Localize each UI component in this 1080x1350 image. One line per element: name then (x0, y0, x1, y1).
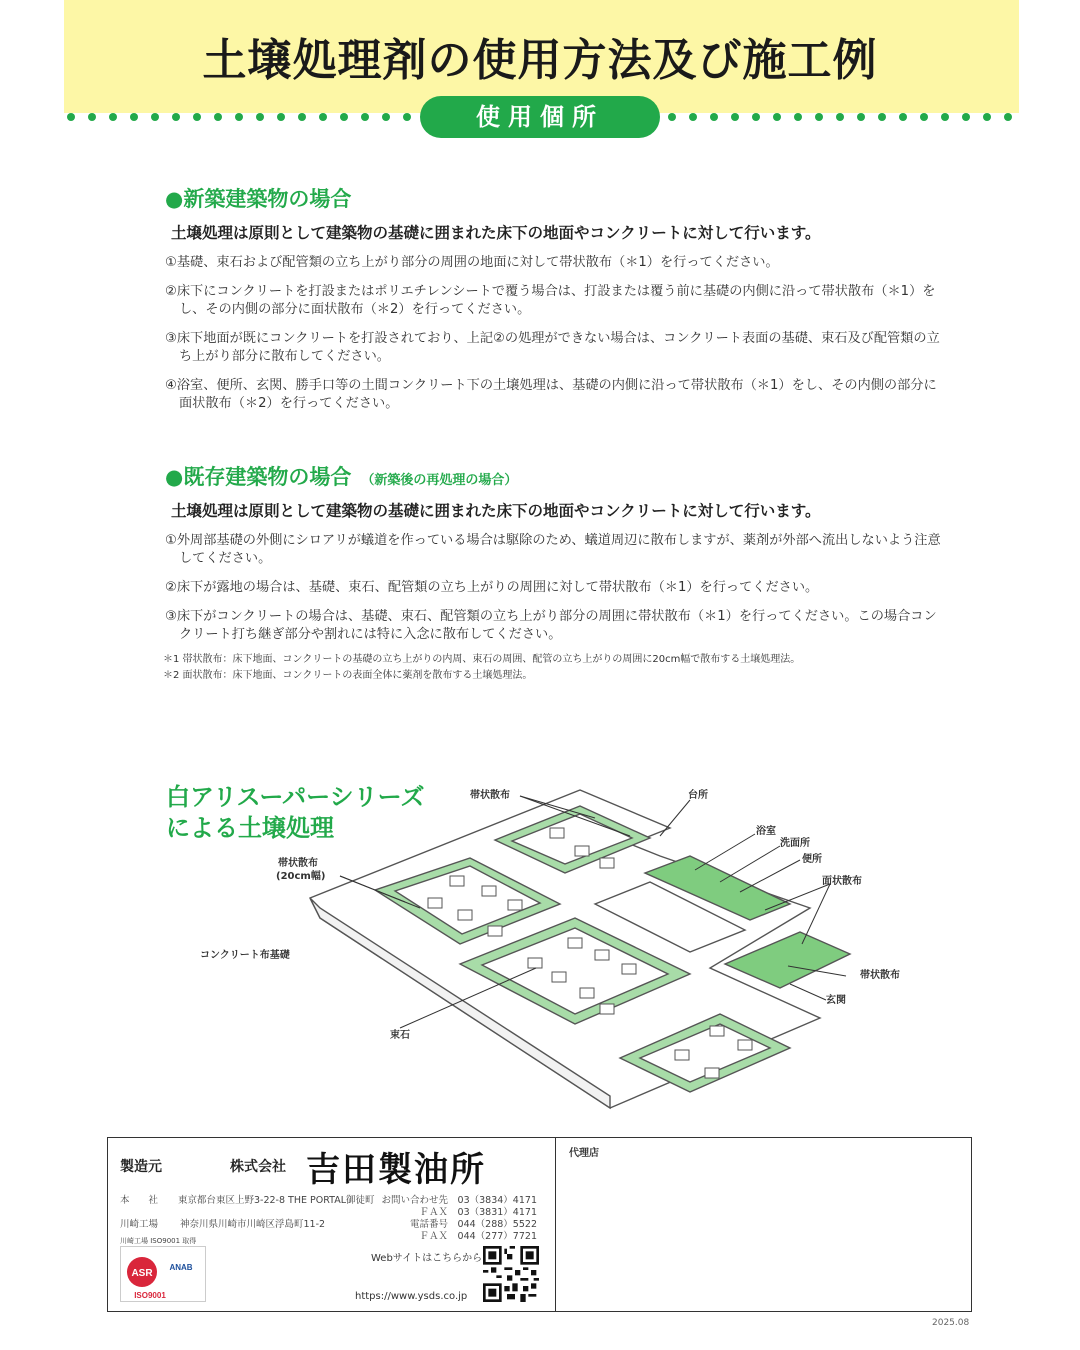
label-band-left-width: (20cm幅) (276, 871, 326, 882)
footnotes (163, 652, 800, 684)
cert-anab: ANAB (169, 1263, 193, 1272)
new-building-item: ②床下にコンクリートを打設またはポリエチレンシートで覆う場合は、打設または覆う前に基礎の内側に沿って帯状散布（＊1）をし、その内側の部分に面状散布（＊2）を行ってください。 (165, 284, 936, 317)
label-band-left: 帯状散布 (278, 858, 318, 869)
existing-building-title-text: ●既存建築物の場合 (165, 465, 352, 489)
agent-label: 代理店 (569, 1148, 599, 1159)
footnote: ＊2 面状散布：床下地面、コンクリートの表面全体に薬剤を散布する土壌処理法。 (163, 670, 533, 681)
company-type: 株式会社 (230, 1159, 286, 1175)
hq-address: 東京都台東区上野3-22-8 THE PORTAL御徒町 (178, 1195, 375, 1206)
foundation-diagram (190, 778, 930, 1128)
new-building-lead: 土壌処理は原則として建築物の基礎に囲まれた床下の地面やコンクリートに対して行います。 (171, 224, 821, 242)
usage-badge: 使用個所 (420, 96, 660, 138)
dot-divider-left (66, 112, 418, 122)
label-entrance: 玄関 (826, 995, 846, 1006)
contact-line: ＦＡＸ 03（3831）4171 (419, 1207, 537, 1218)
page-title: 土壌処理剤の使用方法及び施工例 (202, 35, 878, 86)
footer-box (107, 1137, 972, 1312)
existing-building-item: ①外周部基礎の外側にシロアリが蟻道を作っている場合は駆除のため、蟻道周辺に散布しますが、薬剤が外部へ流出しないよう注意してください。 (165, 533, 941, 566)
certification-logos (120, 1246, 206, 1302)
company-name: 吉田製油所 (306, 1150, 486, 1190)
label-foundation: コンクリート布基礎 (200, 950, 290, 961)
footer-divider (555, 1138, 556, 1311)
contact-line: ＦＡＸ 044（277）7721 (419, 1231, 537, 1242)
dot-divider-right (664, 112, 1016, 122)
footnote: ＊1 帯状散布：床下地面、コンクリートの基礎の立ち上がりの内周、束石の周囲、配管の立ち上がりの周囲に20cm幅で散布する土壌処理法。 (163, 654, 801, 665)
existing-building-subtitle: （新築後の再処理の場合） (361, 473, 518, 488)
new-building-section (165, 183, 945, 413)
existing-building-item: ③床下がコンクリートの場合は、基礎、束石、配管類の立ち上がり部分の周囲に帯状散布（＊1）を行ってください。この場合コンクリート打ち継ぎ部分や割れには特に入念に散布してください。 (165, 609, 937, 642)
new-building-item: ③床下地面が既にコンクリートを打設されており、上記②の処理ができない場合は、コンクリート表面の基礎、束石及び配管類の立ち上がり部分に散布してください。 (165, 331, 940, 364)
factory-label: 川崎工場 (120, 1219, 159, 1230)
issue-date: 2025.08 (932, 1318, 970, 1328)
contact-line: お問い合わせ先 03（3834）4171 (381, 1195, 537, 1206)
label-bath: 浴室 (756, 826, 776, 837)
new-building-item: ④浴室、便所、玄関、勝手口等の土間コンクリート下の土壌処理は、基礎の内側に沿って帯状散布（＊1）をし、その内側の部分に面状散布（＊2）を行ってください。 (165, 378, 937, 411)
maker-label: 製造元 (120, 1159, 162, 1175)
label-band-top: 帯状散布 (470, 790, 510, 801)
cert-asr: ASR (131, 1268, 153, 1279)
label-post-stone: 束石 (390, 1030, 410, 1041)
existing-building-section (165, 461, 945, 644)
label-surface: 面状散布 (822, 876, 862, 887)
website-link[interactable]: https://www.ysds.co.jp (355, 1291, 468, 1302)
label-toilet: 便所 (802, 854, 822, 865)
new-building-item: ①基礎、束石および配管類の立ち上がり部分の周囲の地面に対して帯状散布（＊1）を行ってください。 (165, 255, 779, 270)
web-label: Webサイトはこちらから (371, 1253, 483, 1264)
cert-iso: ISO9001 (134, 1291, 166, 1300)
diagram-title-line: による土壌処理 (166, 814, 334, 842)
label-washroom: 洗面所 (780, 838, 810, 849)
new-building-title: ●新築建築物の場合 (165, 187, 352, 211)
existing-building-title (165, 461, 945, 491)
factory-address: 神奈川県川崎市川崎区浮島町11-2 (180, 1219, 326, 1230)
iso-label: 川崎工場 ISO9001 取得 (120, 1237, 197, 1245)
contact-line: 電話番号 044（288）5522 (410, 1219, 537, 1230)
existing-building-item: ②床下が露地の場合は、基礎、束石、配管類の立ち上がりの周囲に対して帯状散布（＊1）を行ってください。 (165, 580, 819, 595)
qr-code-icon[interactable] (483, 1246, 539, 1302)
hq-label: 本 社 (120, 1195, 159, 1206)
existing-building-lead: 土壌処理は原則として建築物の基礎に囲まれた床下の地面やコンクリートに対して行います。 (171, 502, 821, 520)
label-band-right: 帯状散布 (860, 970, 900, 981)
label-kitchen: 台所 (688, 790, 708, 801)
diagram-title-line: 白アリスーパーシリーズ (166, 783, 425, 811)
